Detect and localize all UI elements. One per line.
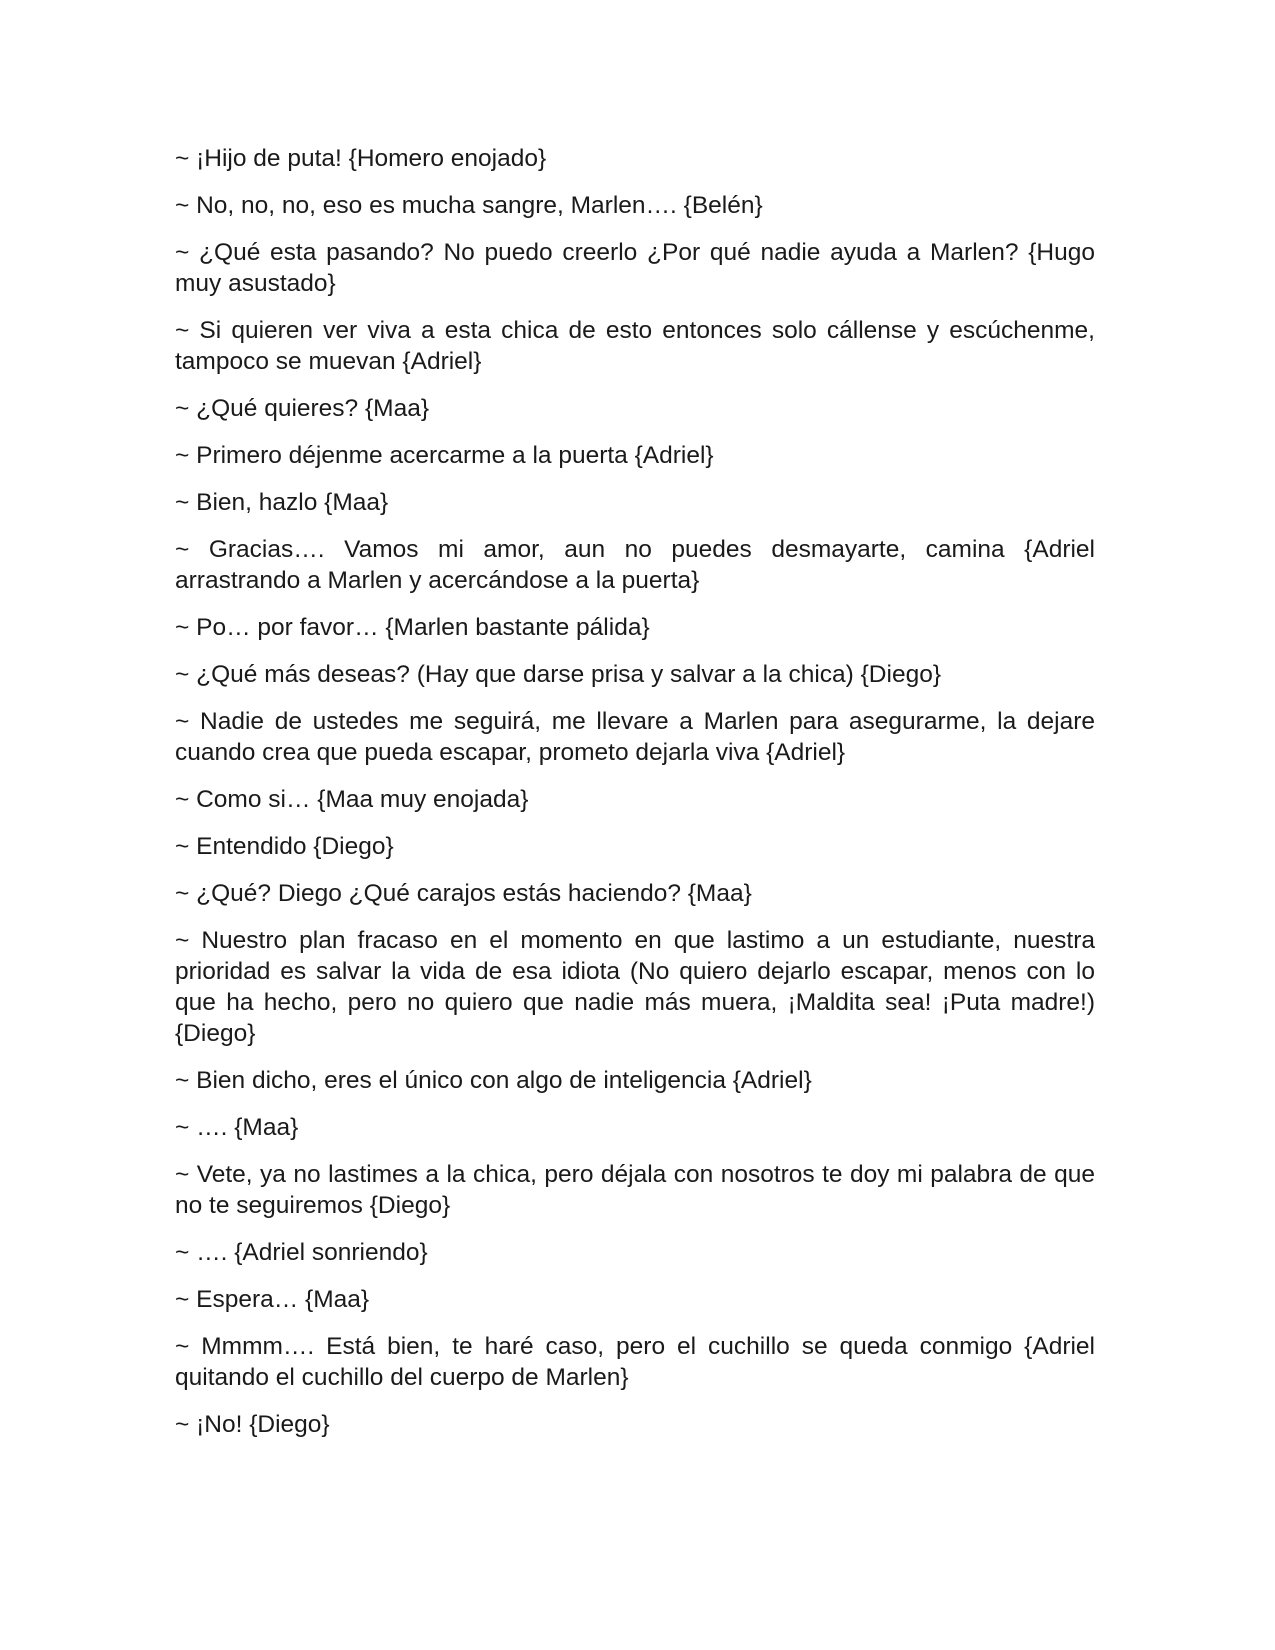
dialogue-line-18: ~ Vete, ya no lastimes a la chica, pero déjala con nosotros te doy mi palabra de que no te seguiremos {Diego} xyxy=(175,1161,1095,1219)
dialogue-line-14: ~ ¿Qué? Diego ¿Qué carajos estás haciendo? {Maa} xyxy=(175,880,752,907)
dialogue-line-11: ~ Nadie de ustedes me seguirá, me llevare a Marlen para asegurarme, la dejare cuando crea que pueda escapar, prometo dejarla viva {Adriel} xyxy=(175,708,1095,766)
dialogue-line-22: ~ ¡No! {Diego} xyxy=(175,1411,330,1438)
dialogue-line-21: ~ Mmmm…. Está bien, te haré caso, pero el cuchillo se queda conmigo {Adriel quitando el cuchillo del cuerpo de Marlen} xyxy=(175,1333,1095,1391)
dialogue-line-2: ~ No, no, no, eso es mucha sangre, Marlen…. {Belén} xyxy=(175,192,763,219)
dialogue-line-20: ~ Espera… {Maa} xyxy=(175,1286,370,1313)
dialogue-line-13: ~ Entendido {Diego} xyxy=(175,833,394,860)
dialogue-line-15: ~ Nuestro plan fracaso en el momento en que lastimo a un estudiante, nuestra prioridad es salvar la vida de esa idiota (No quiero dejarlo escapar, menos con lo que ha hecho, pero no quiero que nadie más muera, ¡Maldita sea! ¡Puta madre!) {Diego} xyxy=(175,927,1095,1047)
dialogue-line-3: ~ ¿Qué esta pasando? No puedo creerlo ¿Por qué nadie ayuda a Marlen? {Hugo muy asustado} xyxy=(175,239,1095,297)
dialogue-line-19: ~ …. {Adriel sonriendo} xyxy=(175,1239,428,1266)
dialogue-line-12: ~ Como si… {Maa muy enojada} xyxy=(175,786,529,813)
dialogue-line-8: ~ Gracias…. Vamos mi amor, aun no puedes desmayarte, camina {Adriel arrastrando a Marlen y acercándose a la puerta} xyxy=(175,536,1095,594)
dialogue-line-7: ~ Bien, hazlo {Maa} xyxy=(175,489,389,516)
dialogue-line-4: ~ Si quieren ver viva a esta chica de esto entonces solo cállense y escúchenme, tampoco se muevan {Adriel} xyxy=(175,317,1095,375)
dialogue-line-1: ~ ¡Hijo de puta! {Homero enojado} xyxy=(175,145,547,172)
dialogue-line-6: ~ Primero déjenme acercarme a la puerta {Adriel} xyxy=(175,442,714,469)
dialogue-line-16: ~ Bien dicho, eres el único con algo de inteligencia {Adriel} xyxy=(175,1067,812,1094)
dialogue-line-9: ~ Po… por favor… {Marlen bastante pálida} xyxy=(175,614,650,641)
dialogue-line-5: ~ ¿Qué quieres? {Maa} xyxy=(175,395,430,422)
dialogue-line-17: ~ …. {Maa} xyxy=(175,1114,299,1141)
dialogue-line-10: ~ ¿Qué más deseas? (Hay que darse prisa y salvar a la chica) {Diego} xyxy=(175,661,942,688)
document-body xyxy=(175,143,1095,1456)
